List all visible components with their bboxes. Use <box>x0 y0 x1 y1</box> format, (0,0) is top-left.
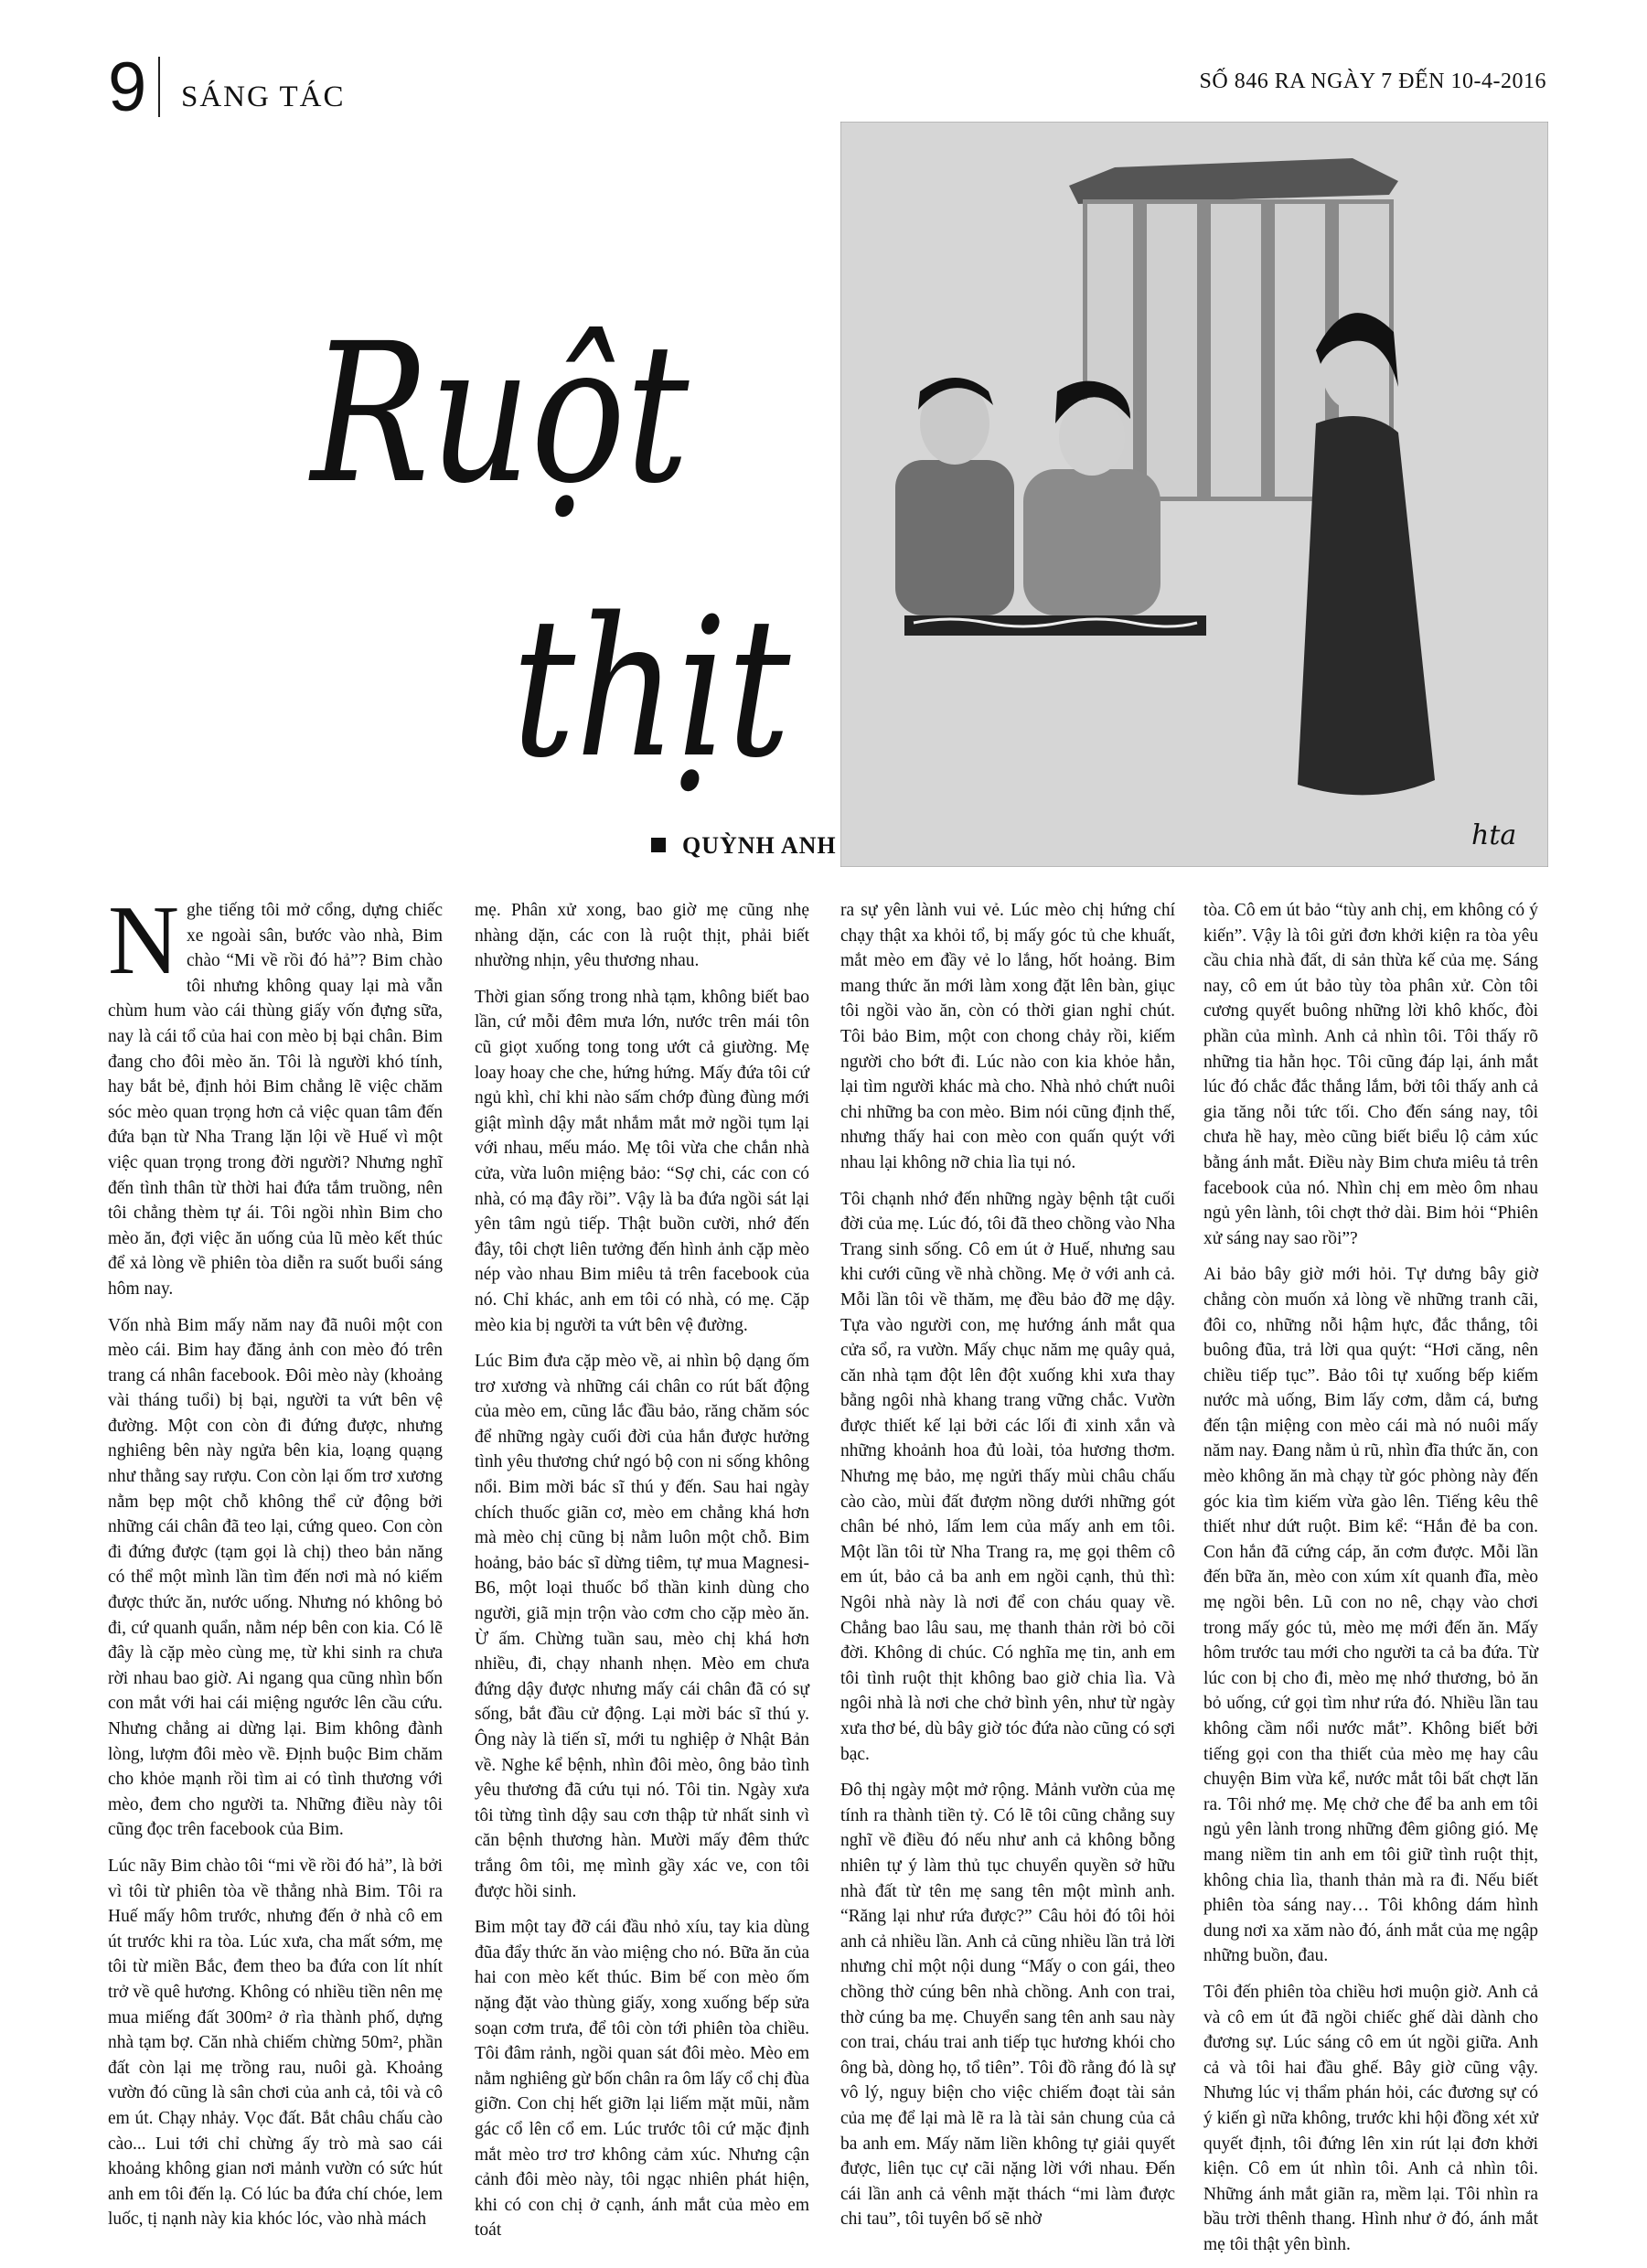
paragraph: Ai bảo bây giờ mới hỏi. Tự dưng bây giờ chẳng còn muốn xả lòng về những tranh cãi, đôi co, những nỗi hậm hực, đắc thắng, tôi buông đũa, trả lời qua quýt: “Hơi căng, nên chiều tiếp tục”. Bảo tôi tự xuống bếp kiếm nước mà uống, Bim lấy cơm, dằm cá, bưng đến tận miệng con mèo cái mà nó nuôi mấy năm nay. Đang nằm ủ rũ, nhìn đĩa thức ăn, con mèo không ăn mà chạy từ góc phòng này đến góc kia tìm kiếm vừa gào lên. Tiếng kêu thê thiết như dứt ruột. Bim kể: “Hắn đẻ ba con. Con hắn đã cứng cáp, ăn cơm được. Mỗi lần đến bữa ăn, mèo con xúm xít quanh đĩa, mèo mẹ ngồi bên. Lũ con no nê, chạy vào chơi trong mấy góc tủ, mèo mẹ mới đến ăn. Mấy hôm trước tau mới cho người ta cả ba đứa. Từ lúc con bị cho đi, mèo mẹ nhớ thương, bỏ ăn bỏ uống, cứ gọi tìm như rứa đó. Nhiều lần tau không cầm nổi nước mắt”. Không biết bởi tiếng gọi con tha thiết của mèo mẹ hay câu chuyện Bim vừa kể, nước mắt tôi bất chợt lăn ra. Tôi nhớ mẹ. Mẹ chở che để ba anh em tôi ngủ yên lành trong những đêm giông gió. Mẹ mang niềm tin anh em tôi giữ tình ruột thịt, không chia lìa, thanh thản mà ra đi. Nếu biết phiên tòa sáng nay… Tôi không dám hình dung nơi xa xăm nào đó, ánh mắt của mẹ ngập những buồn, đau. <box>1203 1265 1538 1966</box>
issue-info: SỐ 846 RA NGÀY 7 ĐẾN 10-4-2016 <box>1199 70 1546 93</box>
page-header <box>108 48 1546 126</box>
bullet-square-icon <box>651 838 666 852</box>
paragraph: Vốn nhà Bim mấy năm nay đã nuôi một con mèo cái. Bim hay đăng ảnh con mèo đó trên trang cá nhân facebook. Đôi mèo này (khoảng vài tháng tuổi) bị bại, người ta vứt bên vệ đường. Một con còn đi đứng được, nhưng nghiêng bên này ngửa bên kia, loạng quạng như thằng say rượu. Con còn lại ốm trơ xương nằm bẹp một chỗ không thể cử động bởi những cái chân đã teo lại, cứng queo. Con còn đi đứng được (tạm gọi là chị) theo bản năng có thể một mình lần tìm đến nơi mà nó kiếm được thức ăn, nước uống. Nhưng nó không bỏ đi, cứ quanh quẩn, nằm nép bên con kia. Có lẽ đây là cặp mèo cùng mẹ, từ khi sinh ra chưa rời nhau bao giờ. Ai ngang qua cũng nhìn bốn con mắt với hai cái miệng ngước lên cầu cứu. Nhưng chẳng ai dừng lại. Bim không đành lòng, lượm đôi mèo về. Định buộc Bim chăm cho khỏe mạnh rồi tìm ai có tình thương với mèo, đem cho người ta. Những điều này tôi cũng đọc trên facebook của Bim. <box>108 1315 443 1840</box>
paragraph: Tôi đến phiên tòa chiều hơi muộn giờ. Anh cả và cô em út đã ngồi chiếc ghế dài dành cho đương sự. Lúc sáng cô em út ngồi giữa. Anh cả và tôi hai đầu ghế. Bây giờ cũng vậy. Nhưng lúc vị thẩm phán hỏi, các đương sự có ý kiến gì nữa không, trước khi hội đồng xét xử quyết định, tôi đứng lên xin rút lại đơn khởi kiện. Cô em út nhìn tôi. Anh cả nhìn tôi. Những ánh mắt giãn ra, mềm lại. Tôi nhìn ra bầu trời thênh thang. Hình như ở đó, ánh mắt mẹ tôi thật yên bình. <box>1203 1982 1538 2254</box>
paragraph: tòa. Cô em út bảo “tùy anh chị, em không có ý kiến”. Vậy là tôi gửi đơn khởi kiện ra tòa yêu cầu chia nhà đất, di sản thừa kế của mẹ. Sáng nay, cô em út bảo tùy tòa phân xử. Còn tôi cương quyết buông những lời khô khốc, đòi phần của mình. Anh cả nhìn tôi. Tôi thấy rõ những tia hằn học. Tôi cũng đáp lại, ánh mắt lúc đó chắc đắc thắng lắm, bởi tôi thấy anh cả gia tăng nỗi tức tối. Cho đến sáng nay, tôi chưa hề hay, mèo cũng biết biểu lộ cảm xúc bằng ánh mắt. Điều này Bim chưa miêu tả trên facebook của nó. Nhìn chị em mèo ôm nhau ngủ yên lành, tôi chợt thở dài. Bim hỏi “Phiên xử sáng nay sao rồi”? <box>1203 901 1538 1248</box>
article-column-4 <box>1203 898 1538 2268</box>
section-name: SÁNG TÁC <box>181 80 346 113</box>
article-title-line1: Ruột <box>311 302 690 526</box>
paragraph-text: ghe tiếng tôi mở cổng, dựng chiếc xe ngoài sân, bước vào nhà, Bim chào “Mi về rồi đó hả”? Bim chào tôi nhưng không quay lại mà vẫn chùm hum vào cái thùng giấy vốn đựng sữa, nay là cái tổ của hai con mèo bị bại chân. Bim đang cho đôi mèo ăn. Tôi là người khó tính, hay bắt bẻ, định hỏi Bim chẳng lẽ việc chăm sóc mèo quan trọng hơn cả việc quan tâm đến đứa bạn từ Nha Trang lặn lội về Huế vì một việc quan trọng trong đời người? Nhưng nghĩ đến tình thân từ thời hai đứa tắm truồng, nên tôi chẳng thèm tự ái. Tôi ngồi nhìn Bim cho mèo ăn, đợi việc ăn uống của lũ mèo kết thúc để xả lòng về phiên tòa diễn ra suốt buổi sáng hôm nay. <box>108 901 443 1299</box>
story-illustration <box>840 122 1548 867</box>
article-column-1 <box>108 886 443 2243</box>
paragraph <box>108 886 443 1302</box>
paragraph: ra sự yên lành vui vẻ. Lúc mèo chị hứng chí chạy thật xa khỏi tổ, bị mấy góc tủ che khuất, mắt mèo em đầy vẻ lo lắng, hốt hoảng. Bim mang thức ăn mới làm xong đặt lên bàn, giục tôi ngồi vào ăn, còn có thời gian nghỉ chút. Tôi bảo Bim, một con chong chảy rồi, kiếm người cho bớt đi. Lúc nào con kia khỏe hẳn, lại tìm người khác mà cho. Nhà nhỏ chứt nuôi chi những ba con mèo. Bim nói cũng định thế, nhưng thấy hai con mèo con quấn quýt với nhau lại không nỡ chia lìa tụi nó. <box>840 901 1175 1172</box>
article-title-line2: thịt <box>512 576 791 800</box>
paragraph: Tôi chạnh nhớ đến những ngày bệnh tật cuối đời của mẹ. Lúc đó, tôi đã theo chồng vào Nha Trang sinh sống. Cô em út ở Huế, nhưng sau khi cưới cũng về nhà chồng. Mẹ ở với anh cả. Mỗi lần tôi về thăm, mẹ đều bảo đỡ mẹ dậy. Tựa vào người con, mẹ hướng ánh mắt qua cửa sổ, ra vườn. Mấy chục năm mẹ quây quả, căn nhà tạm đột lên đột xuống khi xưa thay bằng ngôi nhà khang trang vững chắc. Vườn được thiết kế lại bởi các lối đi xinh xắn và những khoảnh hoa đủ loài, tỏa hương thơm. Nhưng mẹ bảo, mẹ ngửi thấy mùi châu chấu cào cào, mùi đất đượm nồng dưới những gót chân bé nhỏ, lấm lem của mấy anh em tôi. Một lần tôi từ Nha Trang ra, mẹ gọi thêm cô em út, bảo cả ba anh em ngồi cạnh, thủ thì: Ngôi nhà này là nơi để con cháu quay về. Chẳng bao lâu sau, mẹ thanh thản rời bỏ cõi đời. Không di chúc. Có nghĩa mẹ tin, anh em tôi tình ruột thịt không bao giờ chia lìa. Và ngôi nhà là nơi che chở bình yên, như từ ngày xưa thơ bé, dù bây giờ tóc đứa nào cũng có sợi bạc. <box>840 1189 1175 1764</box>
paragraph: Lúc Bim đưa cặp mèo về, ai nhìn bộ dạng ốm trơ xương và những cái chân co rút bất động của mèo em, cũng lắc đầu bảo, răng chăm sóc để những ngày cuối đời của hắn được hưởng tình yêu thương chứ ngó bộ con ni sống không nổi. Bim mời bác sĩ thú y đến. Sau hai ngày chích thuốc giãn cơ, mèo em chẳng khá hơn mà mèo chị cũng bị nằm luôn một chỗ. Bim hoảng, bảo bác sĩ dừng tiêm, tự mua Magnesi-B6, một loại thuốc bổ thần kinh dùng cho người, giã mịn trộn vào cơm cho cặp mèo ăn. Ừ ấm. Chừng tuần sau, mèo chị khá hơn nhiều, đi, chạy nhanh nhẹn. Mèo em chưa đứng dậy được nhưng mấy cái chân đã có sự sống, bắt đầu cử động. Lại mời bác sĩ thú y. Ông này là tiến sĩ, mới tu nghiệp ở Nhật Bản về. Nghe kể bệnh, nhìn đôi mèo, ông bảo tình yêu thương đã cứu tụi nó. Tôi tin. Ngày xưa tôi từng tình dậy sau cơn thập tử nhất sinh vì căn bệnh thương hàn. Mười mấy đêm thức trắng ôm tôi, mẹ mình gầy xác ve, con tôi được hồi sinh. <box>475 1352 809 1901</box>
paragraph: Đô thị ngày một mở rộng. Mảnh vườn của mẹ tính ra thành tiền tỷ. Có lẽ tôi cũng chẳng suy nghĩ về điều đó nếu như anh cả không bỗng nhiên tự ý làm thủ tục chuyển quyền sở hữu nhà đất từ tên mẹ sang tên một mình anh. “Răng lại như rứa được?” Câu hỏi đó tôi hỏi anh cả nhiều lần. Anh cả cũng nhiều lần trả lời nhưng chỉ một nội dung “Mấy o con gái, theo chồng thờ cúng bên nhà chồng. Anh con trai, thờ cúng ba mẹ. Chuyển sang tên anh sau này con trai, cháu trai anh tiếp tục hương khói cho ông bà, dòng họ, tổ tiên”. Tôi đồ rằng đó là sự vô lý, nguy biện cho việc chiếm đoạt tài sản của mẹ để lại mà lẽ ra là tài sản chung của cả ba anh em. Mấy năm liền không tự giải quyết được, liên tục cự cãi nặng lời với nhau. Đến cái lần anh cả vênh mặt thách “mi làm được chi tau”, tôi tuyên bố sẽ nhờ <box>840 1781 1175 2230</box>
author-byline <box>651 832 837 860</box>
paragraph: Bim một tay đỡ cái đầu nhỏ xíu, tay kia dùng đũa đẩy thức ăn vào miệng cho nó. Bữa ăn của hai con mèo kết thúc. Bim bế con mèo ốm nặng đặt vào thùng giấy, xong xuống bếp sửa soạn cơm trưa, để tôi còn tới phiên tòa chiều. Tôi đâm rảnh, ngồi quan sát đôi mèo. Mèo em nằm nghiêng gừ bốn chân ra ôm lấy cổ chị đùa giỡn. Con chị hết giỡn lại liếm mặt mũi, nằm gác cổ lên cổ em. Lúc trước tôi cứ mặc định mắt mèo trơ trơ không cảm xúc. Nhưng cận cảnh đôi mèo này, tôi ngạc nhiên phát hiện, khi có con chị ở cạnh, ánh mắt của mèo em toát <box>475 1918 809 2241</box>
paragraph: Thời gian sống trong nhà tạm, không biết bao lần, cứ mỗi đêm mưa lớn, nước trên mái tôn cũ giọt xuống tong tong ướt cả giường. Mẹ loay hoay che che, hứng hứng. Mấy đứa tôi cứ ngủ khì, chỉ khi nào sấm chớp đùng đùng mới giật mình dậy mắt nhắm mắt mở ngồi tụm lại với nhau, mếu máo. Mẹ tôi vừa che chắn nhà cửa, vừa luôn miệng bảo: “Sợ chi, các con có nhà, có mạ đây rồi”. Vậy là ba đứa ngồi sát lại yên tâm ngủ tiếp. Thật buồn cười, nhớ đến đây, tôi chợt liên tưởng đến hình ảnh cặp mèo nép vào nhau Bim miêu tả trên facebook của nó. Chỉ khác, anh em tôi có nhà, có mẹ. Cặp mèo kia bị người ta vứt bên vệ đường. <box>475 987 809 1335</box>
illustration-signature: hta <box>1471 819 1517 851</box>
author-name: QUỲNH ANH <box>682 832 837 859</box>
paragraph: Lúc nãy Bim chào tôi “mi về rồi đó hả”, là bởi vì tôi từ phiên tòa về thẳng nhà Bim. Tôi ra Huế mấy hôm trước, nhưng đến ở nhà cô em út trước khi ra tòa. Lúc xưa, cha mất sớm, mẹ tôi từ miền Bắc, đem theo ba đứa con lít nhít trở về quê hương. Không có nhiều tiền nên mẹ mua miếng đất 300m² ở rìa thành phố, dựng nhà tạm bợ. Căn nhà chiếm chừng 50m², phần đất còn lại mẹ trồng rau, nuôi gà. Khoảng vườn đó cũng là sân chơi của anh cả, tôi và cô em út. Chạy nhảy. Vọc đất. Bắt châu chấu cào cào... Lui tới chỉ chừng ấy trò mà sao cái khoảng không gian nơi mảnh vườn có sức hút anh em tôi đến lạ. Có lúc ba đứa chí chóe, lem luốc, tị nạnh này kia khóc lóc, vào nhà mách <box>108 1856 443 2230</box>
article-column-2 <box>475 898 809 2254</box>
header-divider <box>158 57 160 117</box>
article-column-3 <box>840 898 1175 2243</box>
paragraph: mẹ. Phân xử xong, bao giờ mẹ cũng nhẹ nhàng dặn, các con là ruột thịt, phải biết nhường nhịn, yêu thương nhau. <box>475 901 809 971</box>
drop-cap: N <box>108 886 179 995</box>
page-number: 9 <box>108 48 147 126</box>
